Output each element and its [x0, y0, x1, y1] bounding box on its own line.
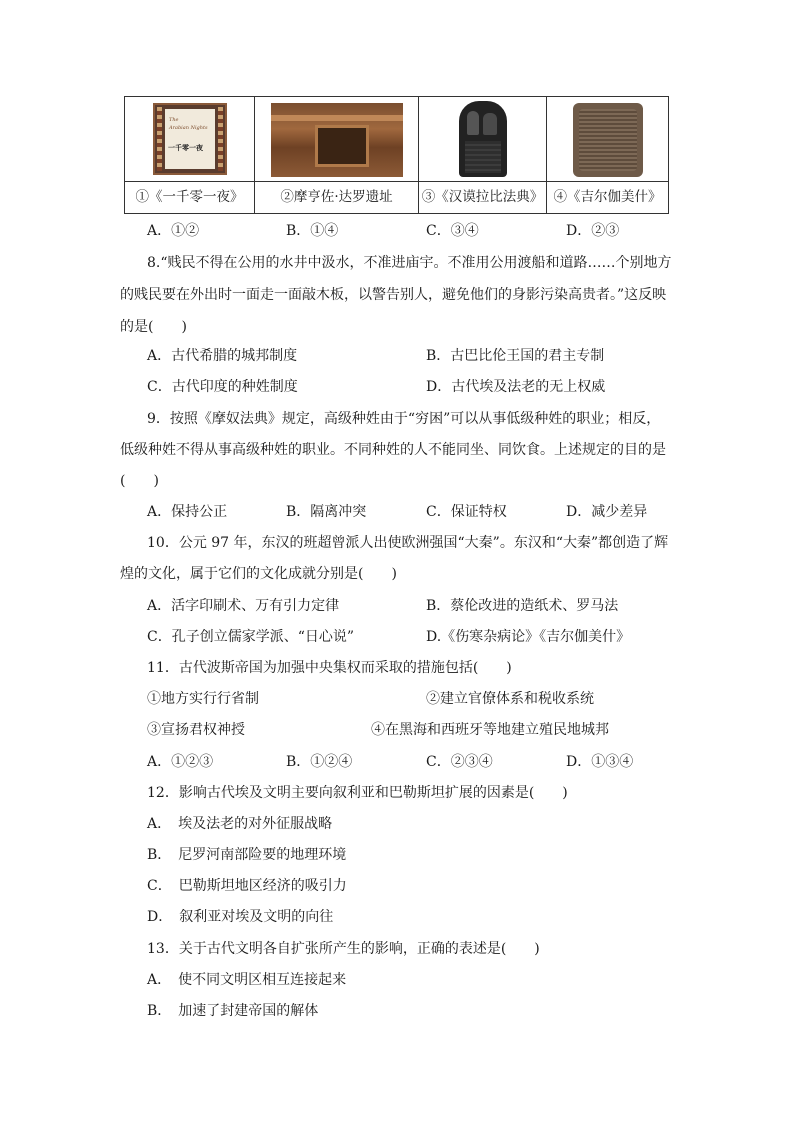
q11-option-b: B．①②④ — [286, 754, 353, 770]
q12-option-a: A． 埃及法老的对外征服战略 — [147, 816, 333, 832]
q13-option-b: B． 加速了封建帝国的解体 — [147, 1003, 319, 1019]
q9-option-a: A．保持公正 — [147, 504, 228, 520]
q12-line-1: 12．影响古代埃及文明主要向叙利亚和巴勒斯坦扩展的因素是( ) — [147, 785, 568, 801]
q9-line-2: 低级种姓不得从事高级种姓的职业。不同种姓的人不能同坐、同饮食。上述规定的目的是 — [120, 442, 666, 458]
arabian-nights-book-image — [153, 103, 227, 175]
book-title-line-3: 一千零一夜 — [168, 143, 203, 152]
q11-option-d: D．①③④ — [566, 754, 634, 770]
q8-line-3: 的是( ) — [120, 319, 187, 335]
figure-image-area-2 — [255, 97, 418, 182]
q12-option-c: C． 巴勒斯坦地区经济的吸引力 — [147, 878, 347, 894]
figure-caption-1: ①《一千零一夜》 — [135, 189, 244, 205]
q10-option-d: D.《伤寒杂病论》《吉尔伽美什》 — [426, 629, 631, 645]
figure-image-area-4 — [547, 97, 668, 182]
hammurabi-stele-image — [459, 101, 507, 177]
q9-option-d: D．减少差异 — [566, 504, 648, 520]
q7-option-a: A．①② — [147, 223, 200, 239]
q8-option-a: A．古代希腊的城邦制度 — [147, 348, 298, 364]
figure-cell-1 — [125, 97, 255, 213]
mohenjo-daro-ruins-image — [271, 103, 403, 177]
figure-cell-2 — [255, 97, 419, 213]
figure-image-area-1 — [125, 97, 254, 182]
q9-line-1: 9．按照《摩奴法典》规定，高级种姓由于“穷困”可以从事低级种姓的职业；相反， — [147, 411, 661, 427]
q11-line-1: 11．古代波斯帝国为加强中央集权而采取的措施包括( ) — [147, 660, 512, 676]
figure-table — [124, 96, 669, 214]
q7-option-c: C．③④ — [426, 223, 479, 239]
q10-line-1: 10．公元 97 年，东汉的班超曾派人出使欧洲强国“大秦”。东汉和“大秦”都创造了辉 — [147, 535, 669, 551]
q11-option-c: C．②③④ — [426, 754, 493, 770]
figure-caption-2: ②摩亨佐·达罗遗址 — [280, 189, 393, 205]
q7-option-d: D．②③ — [566, 223, 620, 239]
q11-item-1: ①地方实行行省制 — [147, 691, 259, 707]
book-title-line-1: The — [169, 117, 179, 123]
q8-option-b: B．古巴比伦王国的君主专制 — [426, 348, 605, 364]
q9-line-3: ( ) — [120, 473, 159, 489]
gilgamesh-tablet-image — [573, 103, 643, 177]
q12-option-d: D． 叙利亚对埃及文明的向往 — [147, 909, 334, 925]
q11-option-a: A．①②③ — [147, 754, 214, 770]
figure-caption-3: ③《汉谟拉比法典》 — [421, 189, 544, 205]
q12-option-b: B． 尼罗河南部险要的地理环境 — [147, 847, 347, 863]
q13-option-a: A． 使不同文明区相互连接起来 — [147, 972, 347, 988]
q10-option-a: A．活字印刷术、万有引力定律 — [147, 598, 340, 614]
q13-line-1: 13．关于古代文明各自扩张所产生的影响，正确的表述是( ) — [147, 941, 540, 957]
q11-item-4: ④在黑海和西班牙等地建立殖民地城邦 — [371, 722, 609, 738]
q7-option-b: B．①④ — [286, 223, 339, 239]
q11-item-3: ③宣扬君权神授 — [147, 722, 245, 738]
figure-cell-4 — [547, 97, 668, 213]
q9-option-c: C．保证特权 — [426, 504, 507, 520]
q10-line-2: 煌的文化，属于它们的文化成就分别是( ) — [120, 566, 397, 582]
q8-option-c: C．古代印度的种姓制度 — [147, 379, 298, 395]
figure-image-area-3 — [419, 97, 546, 182]
q10-option-c: C．孔子创立儒家学派、“日心说” — [147, 629, 355, 645]
q11-item-2: ②建立官僚体系和税收系统 — [426, 691, 594, 707]
q8-line-2: 的贱民要在外出时一面走一面敲木板，以警告别人，避免他们的身影污染高贵者。”这反映 — [120, 287, 667, 303]
book-title-line-2: Arabian Nights — [169, 125, 208, 131]
q8-option-d: D．古代埃及法老的无上权威 — [426, 379, 606, 395]
q8-line-1: 8.“贱民不得在公用的水井中汲水，不准进庙宇。不准用公用渡船和道路……个别地方 — [147, 255, 672, 271]
q9-option-b: B．隔离冲突 — [286, 504, 367, 520]
figure-cell-3 — [419, 97, 547, 213]
q10-option-b: B．蔡伦改进的造纸术、罗马法 — [426, 598, 619, 614]
figure-caption-4: ④《吉尔伽美什》 — [553, 189, 662, 205]
